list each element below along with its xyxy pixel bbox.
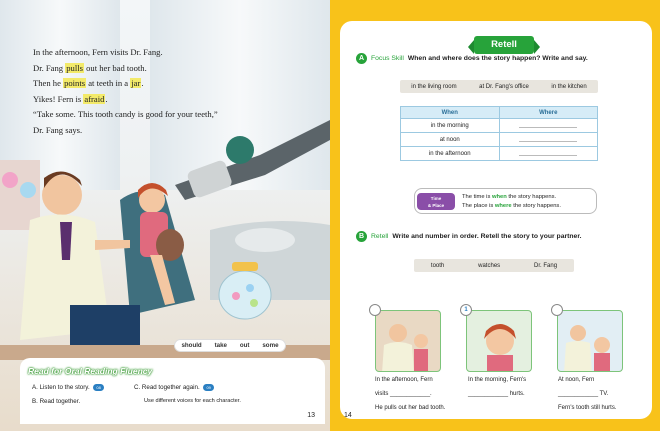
time-place-tip bbox=[414, 188, 597, 214]
caption-line: Fern's tooth still hurts. bbox=[558, 405, 617, 411]
word-box-item: in the living room bbox=[411, 83, 457, 90]
when-cell: in the afternoon bbox=[401, 147, 500, 161]
highlighted-word: points bbox=[64, 78, 86, 89]
sink bbox=[235, 228, 295, 252]
panel-illustration bbox=[376, 311, 441, 372]
caption-line: In the morning, Fern's bbox=[468, 377, 527, 383]
section-b-header bbox=[356, 231, 581, 242]
girl-dress bbox=[487, 355, 513, 372]
time-place-icon bbox=[417, 193, 455, 210]
tip-line-2 bbox=[462, 202, 561, 211]
story-text-part: out her bad tooth. bbox=[83, 62, 147, 73]
story-panel-1 bbox=[375, 310, 441, 372]
story-panel-2 bbox=[466, 310, 532, 372]
story-line bbox=[33, 45, 293, 61]
where-answer-cell[interactable] bbox=[499, 147, 598, 161]
table-row bbox=[401, 133, 598, 147]
sight-word: should bbox=[181, 342, 202, 349]
story-line bbox=[33, 76, 293, 92]
table-header-where: Where bbox=[499, 107, 598, 119]
panel-illustration bbox=[467, 311, 532, 372]
tip-icon-line1: Time bbox=[430, 196, 442, 201]
audio-track-badge[interactable]: 09 bbox=[203, 384, 213, 391]
sight-word: out bbox=[239, 342, 250, 349]
table-header-when: When bbox=[401, 107, 500, 119]
story-text-part: at teeth in a bbox=[86, 78, 131, 89]
word-box-item: Dr. Fang bbox=[534, 262, 558, 269]
panel-3-caption bbox=[558, 373, 617, 415]
caption-line: He pulls out her bad tooth. bbox=[375, 405, 446, 411]
fluency-item-b: B. Read together. bbox=[32, 398, 81, 405]
section-b-skill: Retell bbox=[371, 233, 389, 240]
fluency-heading: Read for Oral Reading Fluency bbox=[28, 366, 153, 376]
panel-1-number[interactable] bbox=[369, 304, 381, 316]
story-text-part: Dr. Fang says. bbox=[33, 124, 83, 135]
story-text-part: “Take some. This tooth candy is good for your teeth,” bbox=[33, 109, 218, 120]
story-text-part: Dr. Fang bbox=[33, 62, 66, 73]
candy bbox=[246, 284, 254, 292]
girl-figure bbox=[414, 334, 428, 348]
sight-words-bar bbox=[174, 339, 286, 352]
highlighted-word: afraid bbox=[84, 93, 105, 104]
answer-blank[interactable] bbox=[519, 122, 577, 128]
tip-keyword: when bbox=[491, 194, 507, 200]
dentist-figure bbox=[570, 325, 586, 341]
panel-2-caption bbox=[468, 373, 526, 401]
candy-jar bbox=[2, 172, 18, 188]
fluency-note: Use different voices for each character. bbox=[144, 398, 241, 404]
section-a-skill: Focus Skill bbox=[371, 55, 404, 62]
fluency-box bbox=[20, 358, 325, 424]
page-number: 13 bbox=[307, 412, 315, 419]
section-b-letter: B bbox=[356, 231, 367, 242]
where-answer-cell[interactable] bbox=[499, 133, 598, 147]
tip-text-part: the story happens. bbox=[506, 194, 557, 200]
fluency-item-c bbox=[134, 384, 214, 391]
word-box-item: tooth bbox=[430, 262, 445, 269]
panel-illustration bbox=[558, 311, 623, 372]
audio-track-badge[interactable]: 08 bbox=[93, 384, 103, 391]
candy-jar bbox=[20, 182, 36, 198]
when-where-table bbox=[400, 106, 598, 161]
where-answer-cell[interactable] bbox=[499, 119, 598, 133]
dentist-coat bbox=[382, 342, 414, 372]
dentist-pants bbox=[70, 305, 140, 345]
jar-lid bbox=[232, 262, 258, 271]
story-text-part: Then he bbox=[33, 78, 64, 89]
panel-3-number[interactable] bbox=[551, 304, 563, 316]
tip-icon-line2: & Place bbox=[427, 203, 445, 208]
tip-text bbox=[462, 193, 561, 211]
story-line bbox=[33, 61, 293, 77]
tip-keyword: where bbox=[494, 203, 512, 209]
tip-text-part: The time is bbox=[462, 194, 492, 200]
page-number: 14 bbox=[344, 412, 352, 419]
dentist-tie bbox=[60, 222, 72, 260]
sight-word: some bbox=[262, 342, 279, 349]
section-a-header bbox=[356, 53, 588, 64]
when-cell: in the morning bbox=[401, 119, 500, 133]
caption-line: visits ____________. bbox=[375, 391, 432, 397]
dentist-coat bbox=[564, 341, 592, 372]
section-a-letter: A bbox=[356, 53, 367, 64]
retell-tag: Retell bbox=[474, 36, 534, 54]
answer-blank[interactable] bbox=[519, 150, 577, 156]
story-panel-3 bbox=[557, 310, 623, 372]
when-cell: at noon bbox=[401, 133, 500, 147]
section-b-word-box bbox=[414, 259, 574, 272]
tip-line-1 bbox=[462, 193, 561, 202]
candy bbox=[232, 292, 240, 300]
highlighted-word: pulls bbox=[66, 62, 83, 73]
caption-line: In the afternoon, Fern bbox=[375, 377, 433, 383]
panel-1-caption bbox=[375, 373, 445, 415]
fluency-item-a bbox=[32, 384, 104, 391]
girl-figure bbox=[594, 337, 610, 353]
tip-text-part: The place is bbox=[462, 203, 495, 209]
word-box-item: at Dr. Fang's office bbox=[479, 83, 529, 90]
caption-line: At noon, Fern bbox=[558, 377, 595, 383]
story-text-part: . bbox=[105, 93, 108, 104]
tip-text-part: the story happens. bbox=[511, 203, 561, 209]
candy bbox=[250, 299, 258, 307]
dentist-figure bbox=[389, 324, 407, 342]
fluency-item-a-text: A. Listen to the story. bbox=[32, 384, 90, 392]
tooth-candy-jar bbox=[219, 271, 271, 319]
section-a-word-box bbox=[400, 80, 598, 93]
lamp-joint bbox=[226, 136, 254, 164]
highlighted-word: jar bbox=[131, 78, 141, 89]
section-b-question: Write and number in order. Retell the story to your partner. bbox=[392, 233, 582, 240]
right-page bbox=[330, 0, 660, 431]
girl-dress bbox=[594, 353, 610, 372]
retell-panel bbox=[340, 21, 652, 419]
section-a-question: When and where does the story happen? Write and say. bbox=[407, 55, 588, 62]
caption-line: ____________ TV. bbox=[558, 391, 609, 397]
answer-blank[interactable] bbox=[519, 136, 577, 142]
caption-line: ____________ hurts. bbox=[468, 391, 525, 397]
girl-dress bbox=[414, 349, 428, 371]
panel-2-number[interactable]: 1 bbox=[460, 304, 472, 316]
table-row bbox=[401, 119, 598, 133]
word-box-item: in the kitchen bbox=[551, 83, 587, 90]
sight-word: take bbox=[214, 342, 227, 349]
word-box-item: watches bbox=[478, 262, 501, 269]
table-row bbox=[401, 147, 598, 161]
story-text-part: Yikes! Fern is bbox=[33, 93, 84, 104]
story-text-part: . bbox=[141, 78, 144, 89]
dentist-illustration bbox=[0, 100, 330, 360]
fluency-item-c-text: C. Read together again. bbox=[134, 384, 200, 392]
story-text-part: In the afternoon, Fern visits Dr. Fang. bbox=[33, 47, 163, 57]
